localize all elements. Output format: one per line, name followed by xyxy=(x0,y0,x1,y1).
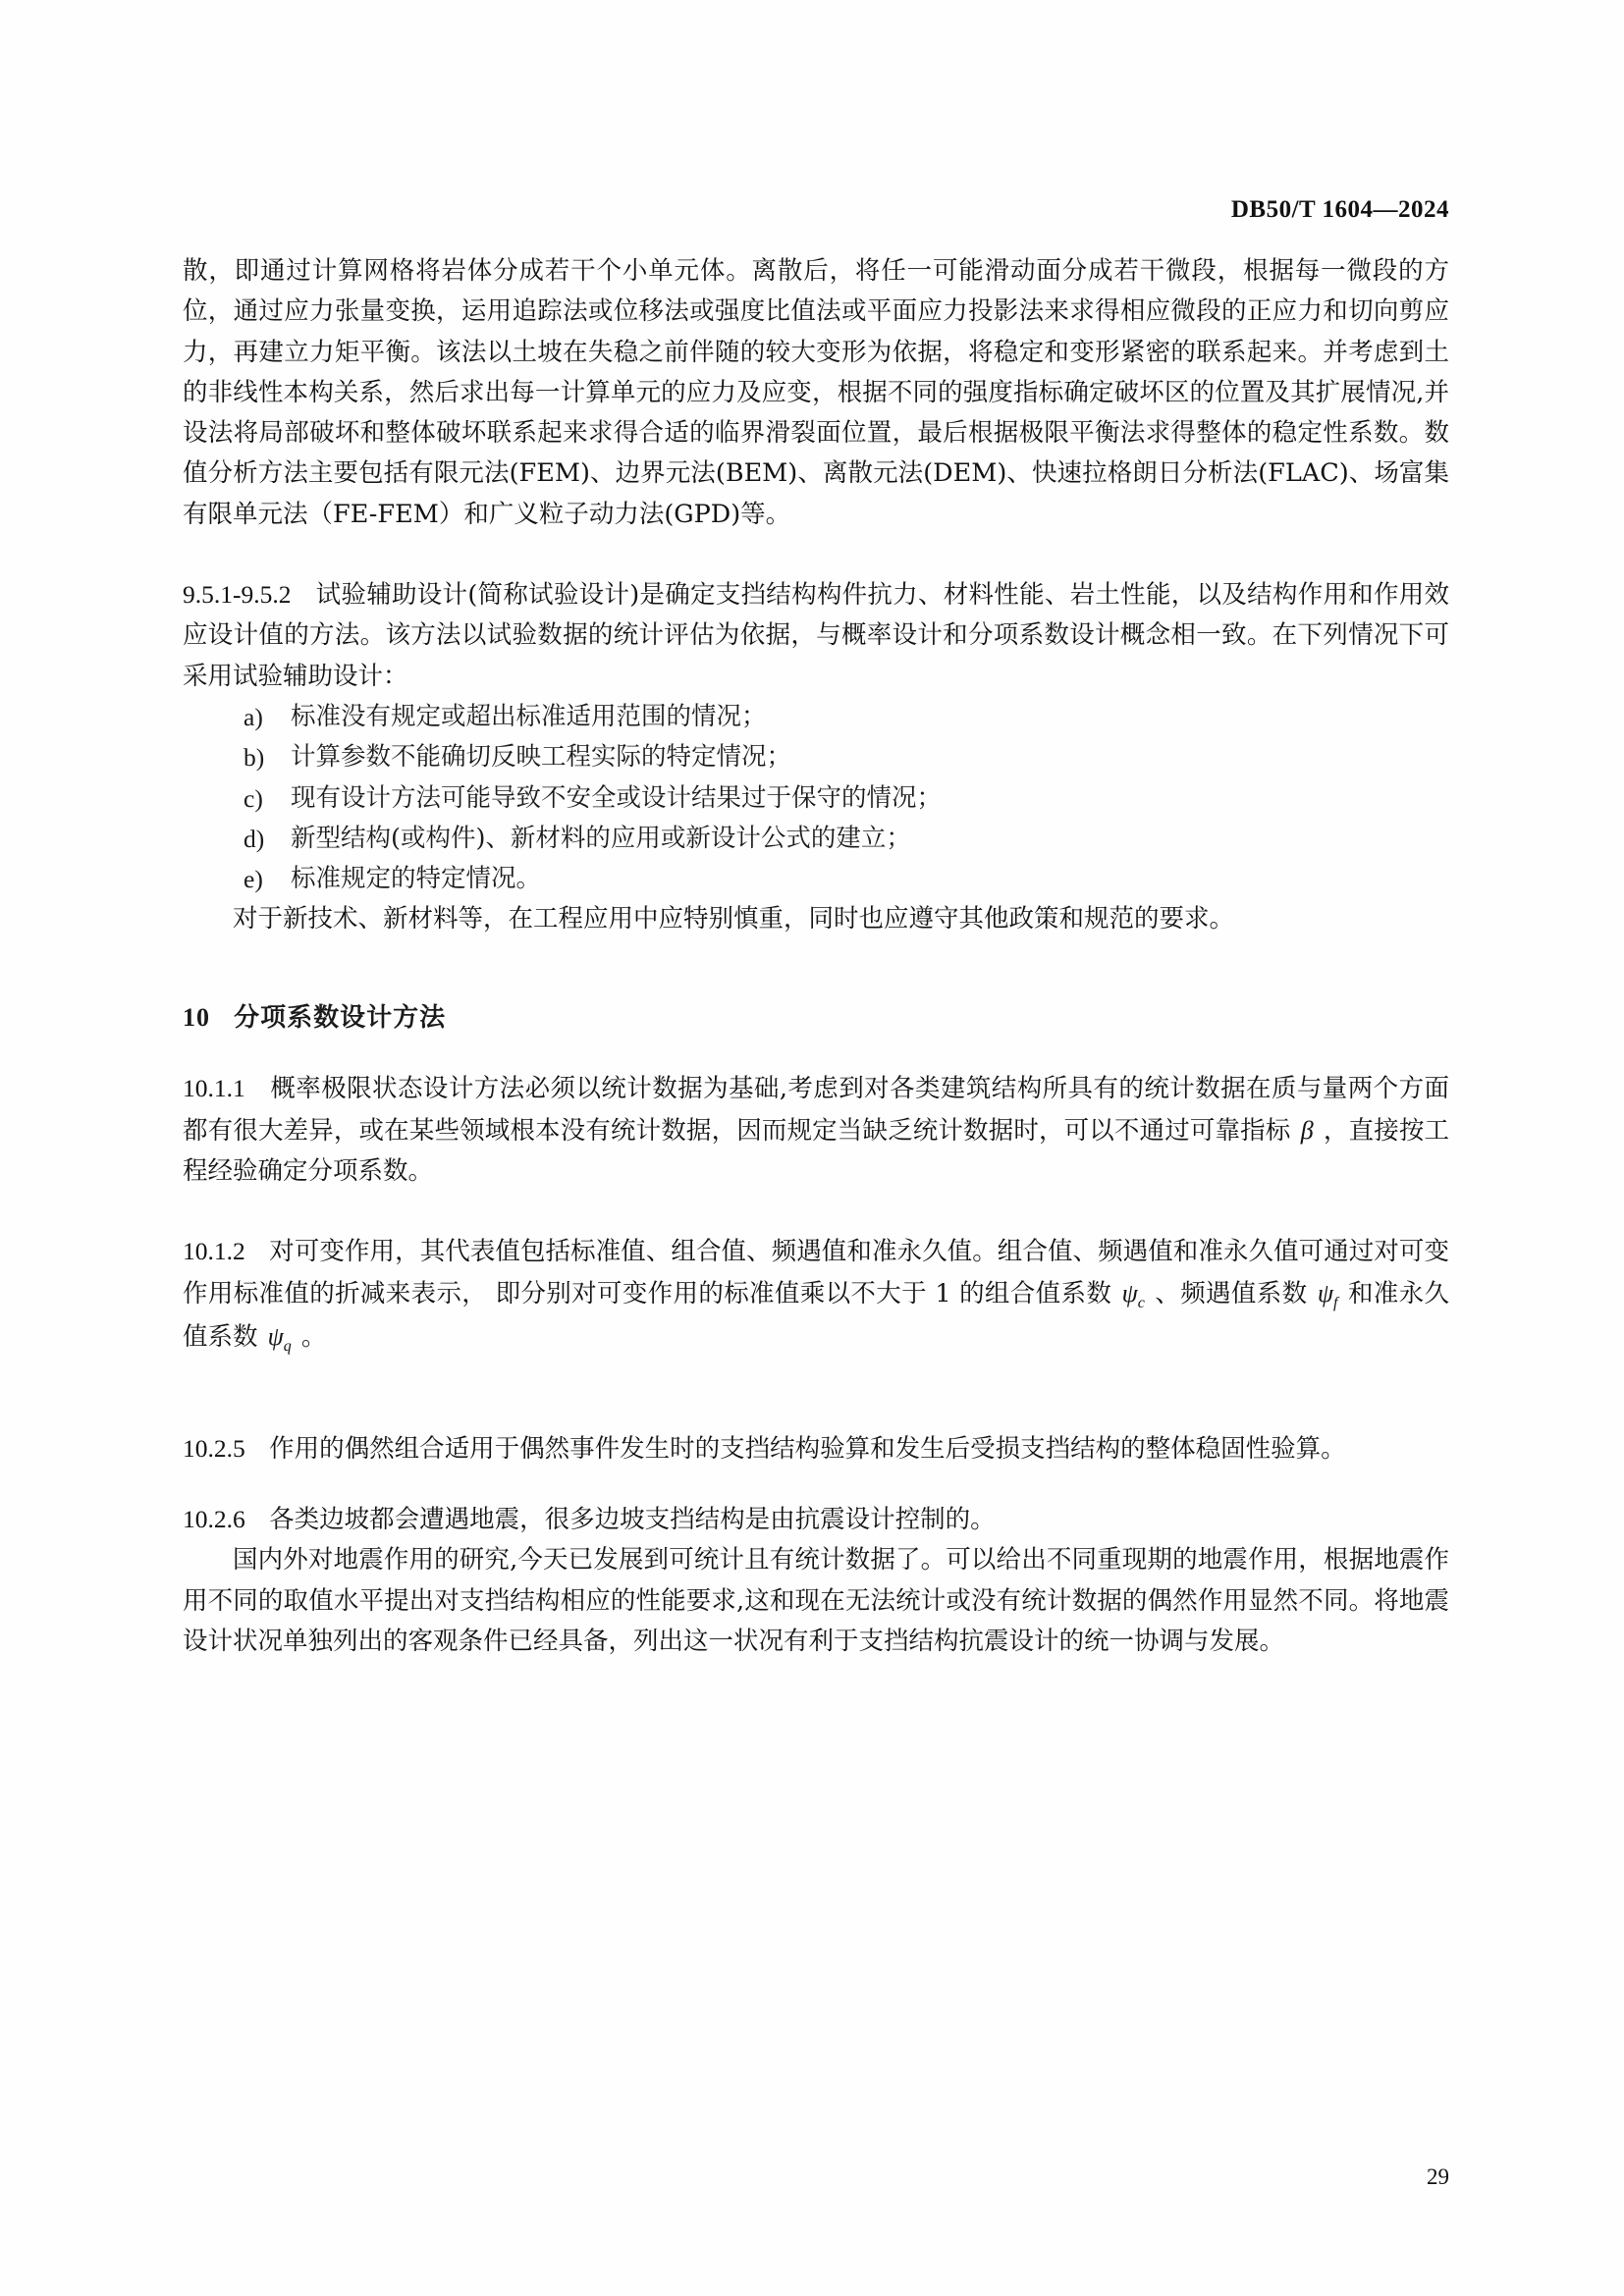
clause-number-10-1-2: 10.1.2 xyxy=(183,1237,245,1266)
clause-number-10-1-1: 10.1.1 xyxy=(183,1074,245,1103)
page-content xyxy=(183,0,1449,1662)
paragraph-text: 散，即通过计算网格将岩体分成若干个小单元体。离散后，将任一可能滑动面分成若干微段，根据每一微段的方位，通过应力张量变换，运用追踪法或位移法或强度比值法或平面应力投影法来求得相应微段的正应力和切向剪应力，再建立力矩平衡。该法以土坡在失稳之前伴随的较大变形为依据，将稳定和变形紧密的联系起来。并考虑到土的非线性本构关系，然后求出每一计算单元的应力及应变，根据不同的强度指标确定破坏区的位置及其扩展情况,并设法将局部破坏和整体破坏联系起来求得合适的临界滑裂面位置，最后根据极限平衡法求得整体的稳定性系数。数值分析方法主要包括有限元法(FEM)、边界元法(BEM)、离散元法(DEM)、快速拉格朗日分析法(FLAC)、场富集有限单元法（FE-FEM）和广义粒子动力法(GPD)等。 xyxy=(183,256,1449,529)
list-item-text: 计算参数不能确切反映工程实际的特定情况； xyxy=(291,742,792,773)
clause-number-10-2-5: 10.2.5 xyxy=(183,1433,245,1463)
paragraph-numerical-methods xyxy=(183,251,1449,535)
paragraph-clause-10-2-6 xyxy=(183,1499,1449,1540)
spacer xyxy=(183,980,1449,997)
section-number: 10 xyxy=(183,1002,210,1032)
paragraph-text: 试验辅助设计(简称试验设计)是确定支挡结构构件抗力、材料性能、岩土性能，以及结构作用和作用效应设计值的方法。该方法以试验数据的统计评估为依据，与概率设计和分项系数设计概念相一致。在下列情况下可采用试验辅助设计： xyxy=(183,580,1449,691)
paragraph-text: 对可变作用，其代表值包括标准值、组合值、频遇值和准永久值。组合值、频遇值和准永久值可通过对可变作用标准值的折减来表示， 即分别对可变作用的标准值乘以不大于 1 的组合值系数 xyxy=(183,1237,1449,1308)
spacer xyxy=(183,535,1449,574)
math-symbol-psi-c: $\psi_c$ xyxy=(1121,1278,1145,1311)
list-marker: e) xyxy=(244,865,263,894)
section-heading-10 xyxy=(183,997,1449,1040)
clause-number-10-2-6: 10.2.6 xyxy=(183,1505,245,1534)
list-item-text: 标准没有规定或超出标准适用范围的情况； xyxy=(291,701,767,731)
list-marker: d) xyxy=(244,824,265,853)
list-item xyxy=(183,819,1449,859)
page-number: 29 xyxy=(1427,2164,1449,2189)
list-marker: c) xyxy=(244,783,263,813)
section-title-text: 分项系数设计方法 xyxy=(234,1002,447,1033)
spacer xyxy=(183,1039,1449,1068)
page-header-standard-ref: DB50/T 1604—2024 xyxy=(1230,196,1449,223)
paragraph-new-tech-note xyxy=(183,899,1449,939)
paragraph-text-cont-2: 和准永久值系数 xyxy=(183,1278,1449,1352)
paragraph-text: 作用的偶然组合适用于偶然事件发生时的支挡结构验算和发生后受损支挡结构的整体稳固性验算。 xyxy=(269,1433,1346,1464)
list-item xyxy=(183,859,1449,899)
list-item-text: 新型结构(或构件)、新材料的应用或新设计公式的建立； xyxy=(291,823,911,853)
paragraph-text: 概率极限状态设计方法必须以统计数据为基础,考虑到对各类建筑结构所具有的统计数据在质与量两个方面都有很大差异，或在某些领域根本没有统计数据，因而规定当缺乏统计数据时，可以不通过可靠指标 xyxy=(183,1074,1449,1146)
list-marker: a) xyxy=(244,702,263,731)
list-item xyxy=(183,737,1449,777)
spacer xyxy=(183,1469,1449,1499)
spacer xyxy=(183,1360,1449,1399)
paragraph-clause-9-5 xyxy=(183,574,1449,697)
spacer xyxy=(183,1192,1449,1231)
paragraph-text-cont-1: 、频遇值系数 xyxy=(1155,1278,1308,1308)
list-item-text: 标准规定的特定情况。 xyxy=(291,864,542,894)
math-symbol-psi-f: $\psi_f$ xyxy=(1317,1278,1338,1311)
paragraph-text: 国内外对地震作用的研究,今天已发展到可统计且有统计数据了。可以给出不同重现期的地震作用，根据地震作用不同的取值水平提出对支挡结构相应的性能要求,这和现在无法统计或没有统计数据的偶然作用显然不同。将地震设计状况单独列出的客观条件已经具备，列出这一状况有利于支挡结构抗震设计的统一协调与发展。 xyxy=(183,1545,1449,1656)
paragraph-clause-10-1-1 xyxy=(183,1068,1449,1192)
paragraph-seismic-discussion xyxy=(183,1540,1449,1662)
spacer xyxy=(183,1399,1449,1428)
list-marker: b) xyxy=(244,743,265,773)
paragraph-text-cont-3: 。 xyxy=(300,1321,327,1352)
list-item xyxy=(183,697,1449,737)
paragraph-text-cont: ，直接按工程经验确定分项系数。 xyxy=(183,1115,1450,1186)
paragraph-clause-10-2-5 xyxy=(183,1428,1449,1469)
math-symbol-beta: β xyxy=(1300,1115,1314,1145)
clause-number-9-5: 9.5.1-9.5.2 xyxy=(183,580,292,610)
paragraph-clause-10-1-2 xyxy=(183,1231,1449,1359)
clause-9-5-list xyxy=(183,697,1449,899)
paragraph-text: 各类边坡都会遭遇地震，很多边坡支挡结构是由抗震设计控制的。 xyxy=(269,1505,996,1535)
list-item xyxy=(183,778,1449,819)
paragraph-text: 对于新技术、新材料等，在工程应用中应特别慎重，同时也应遵守其他政策和规范的要求。 xyxy=(233,904,1235,934)
list-item-text: 现有设计方法可能导致不安全或设计结果过于保守的情况； xyxy=(291,782,943,813)
math-symbol-psi-q: $\psi_q$ xyxy=(267,1321,292,1355)
spacer xyxy=(183,940,1449,980)
